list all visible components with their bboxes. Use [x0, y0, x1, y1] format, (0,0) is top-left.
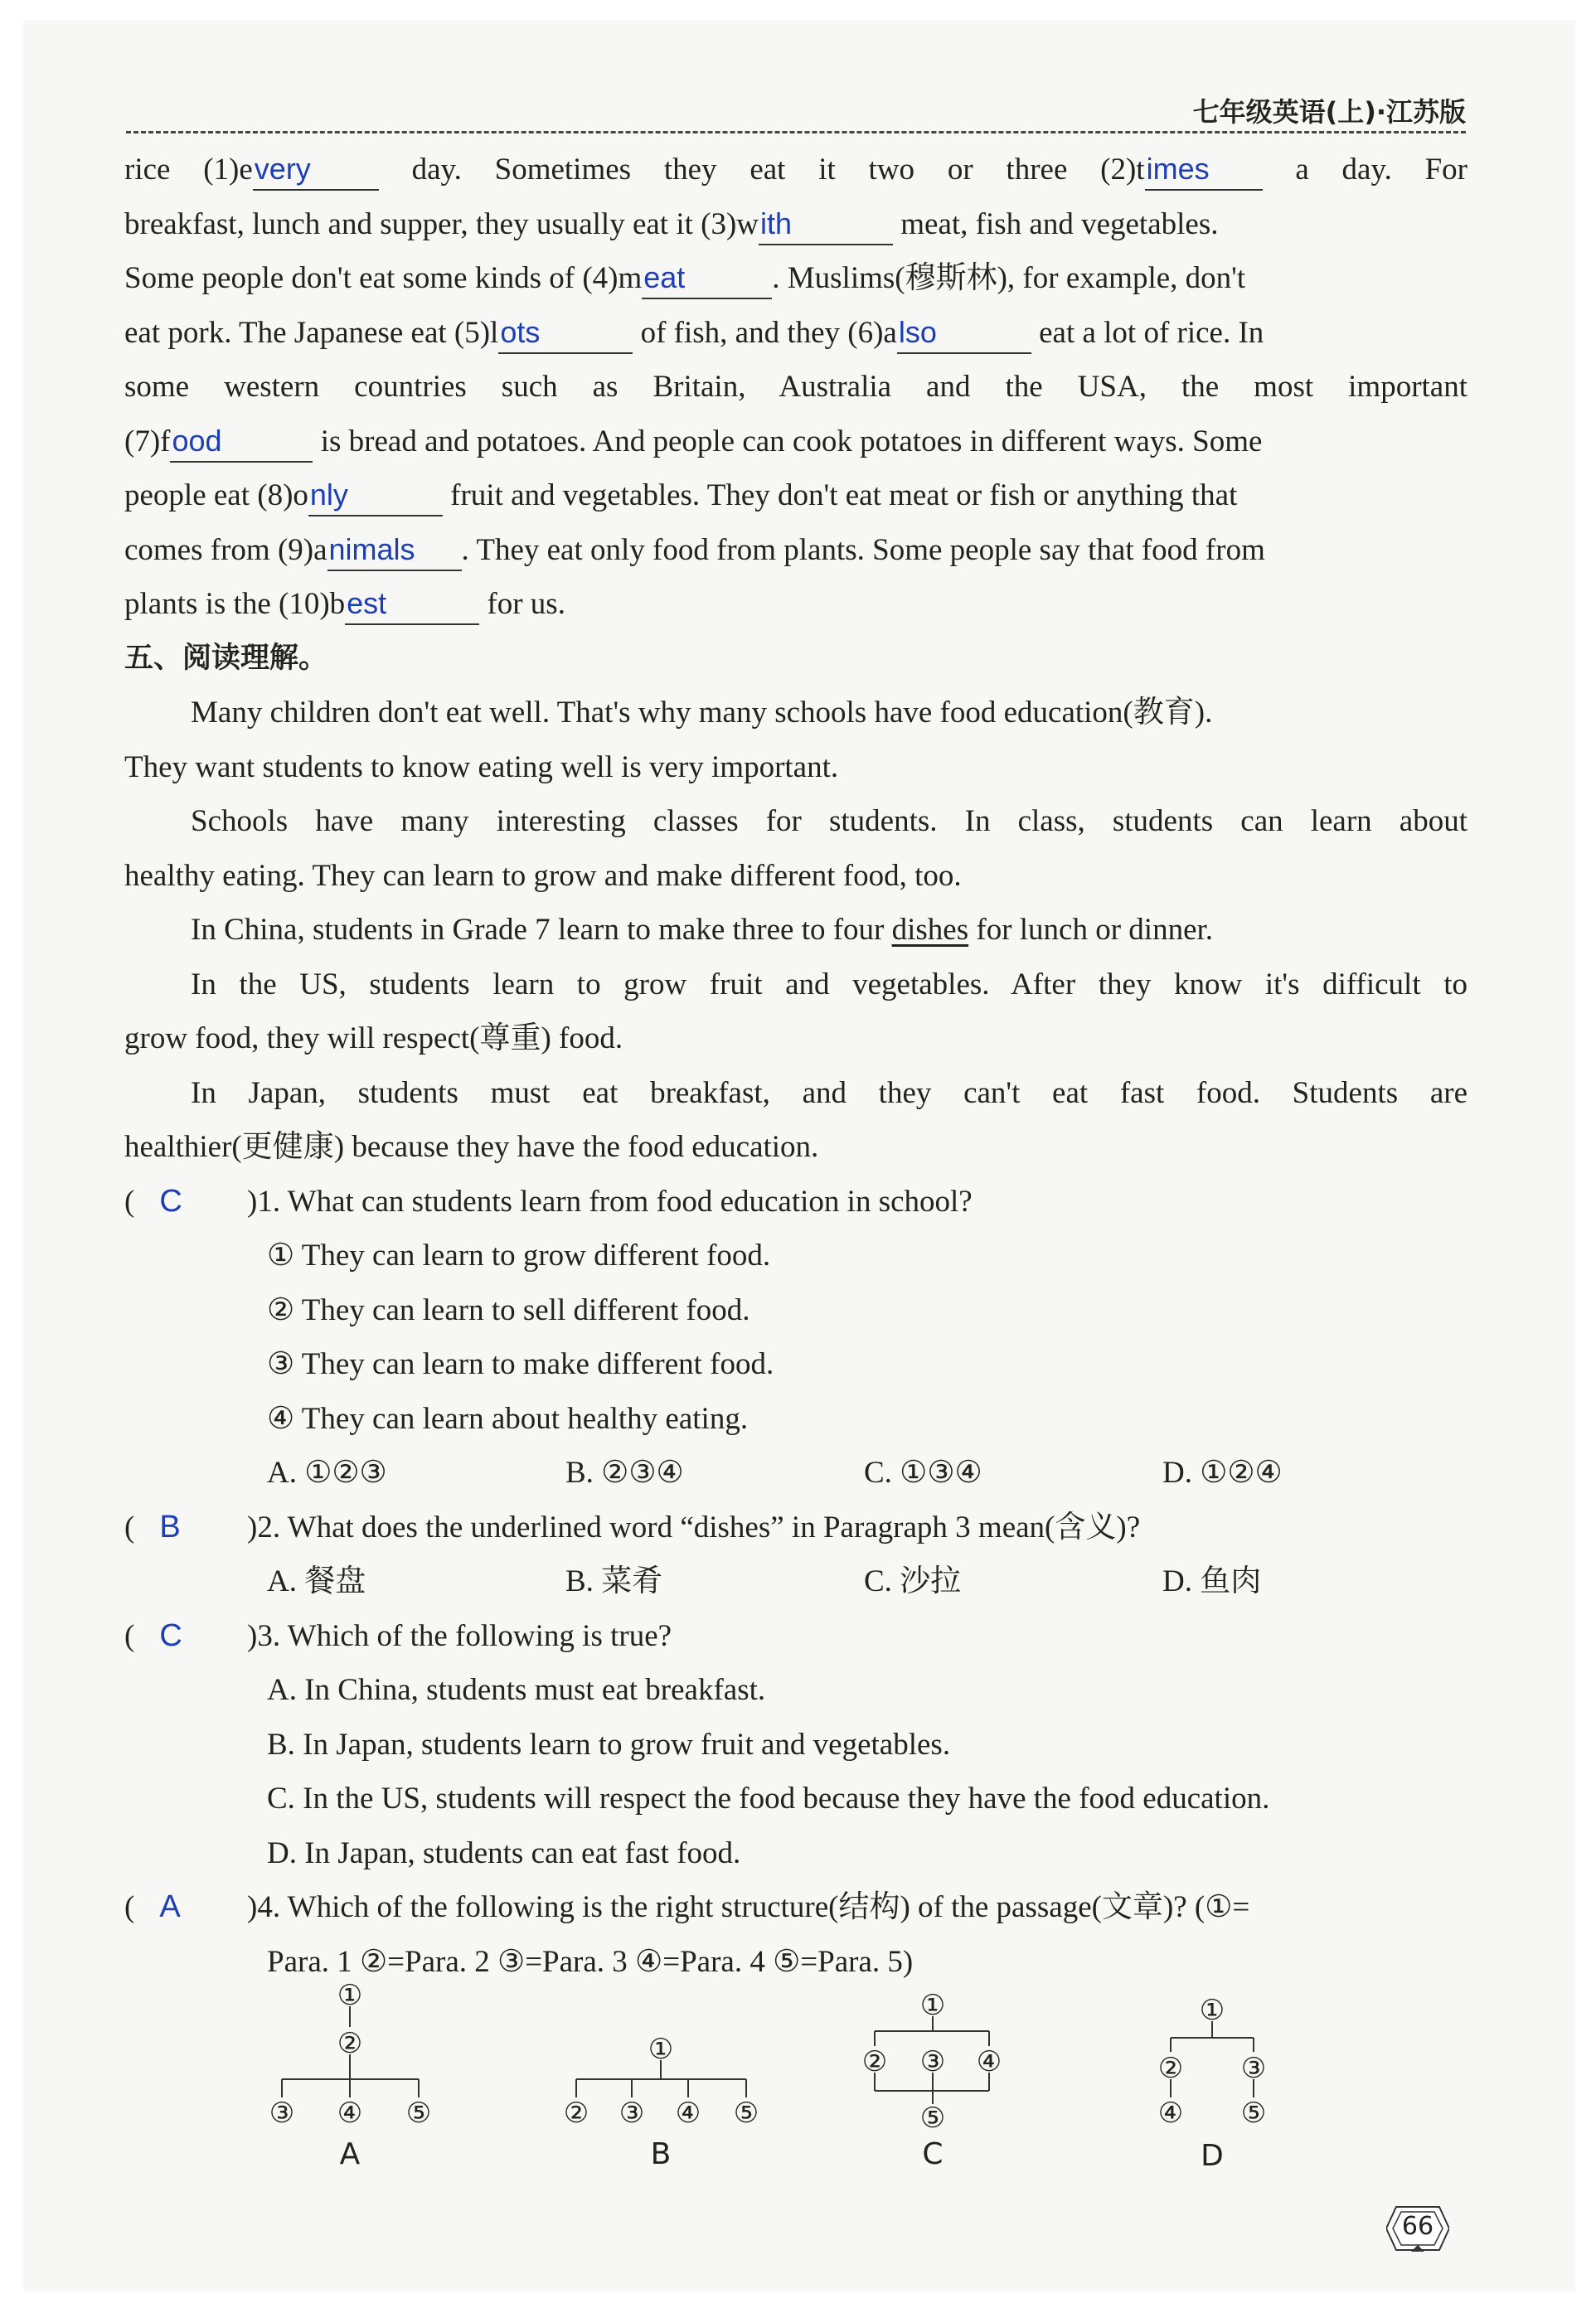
- option-c[interactable]: C. In the US, students will respect the food because they have the food education.: [267, 1782, 1270, 1816]
- passage-text: for lunch or dinner.: [968, 913, 1214, 947]
- structure-diagrams: [249, 1981, 1409, 2189]
- answer-blank[interactable]: [170, 422, 313, 463]
- paren-open: (: [124, 1890, 135, 1924]
- question-1: [124, 1175, 1467, 1229]
- cloze-text: . They eat only food from plants. Some people say that food from: [461, 532, 1265, 567]
- cloze-line: [124, 415, 1467, 469]
- diagram-svg: [249, 1981, 1409, 2189]
- diagram-node: ③: [919, 2045, 946, 2078]
- passage-text: In China, students in Grade 7 learn to make three to four: [191, 913, 892, 947]
- handwritten-answer: est: [347, 586, 387, 620]
- option-c[interactable]: C. 沙拉: [864, 1564, 962, 1598]
- handwritten-answer: imes: [1146, 152, 1210, 186]
- diagram-node: ⑤: [405, 2097, 432, 2130]
- question-item: ④ They can learn about healthy eating.: [267, 1401, 749, 1436]
- answer-blank[interactable]: [327, 531, 462, 571]
- option-a[interactable]: A. 餐盘: [267, 1564, 366, 1598]
- handwritten-answer: very: [254, 152, 311, 186]
- cloze-line: some western countries such as Britain, Australia and the USA, the most important: [124, 370, 1467, 404]
- paren-open: (: [124, 1510, 135, 1544]
- handwritten-answer: ood: [172, 423, 222, 458]
- handwritten-answer: eat: [643, 260, 686, 294]
- diagram-node: ③: [1240, 2052, 1267, 2085]
- passage-line: healthier(更健康) because they have the food education.: [124, 1130, 819, 1164]
- cloze-text: day. Sometimes they eat it two or three (2)t: [378, 153, 1145, 187]
- answer-blank[interactable]: [253, 150, 379, 191]
- cloze-line: [124, 577, 1467, 632]
- option-c[interactable]: C. ①③④: [864, 1456, 982, 1490]
- cloze-line: [124, 523, 1467, 578]
- handwritten-answer: ots: [500, 314, 541, 349]
- question-stem: )4. Which of the following is the right structure(结构) of the passage(文章)? (①=: [247, 1890, 1250, 1924]
- diagram-label-c[interactable]: C: [922, 2137, 944, 2171]
- diagram-node: ④: [976, 2045, 1002, 2078]
- passage-line: Schools have many interesting classes for students. In class, students can learn about: [191, 804, 1467, 838]
- handwritten-answer: A: [159, 1889, 181, 1924]
- answer-paren[interactable]: [124, 1501, 247, 1555]
- handwritten-answer: nimals: [328, 531, 415, 566]
- section-title: 五、阅读理解。: [124, 641, 328, 675]
- handwritten-answer: C: [159, 1183, 182, 1219]
- answer-blank[interactable]: [759, 205, 893, 245]
- answer-blank[interactable]: [897, 313, 1031, 354]
- passage-line: [124, 903, 1467, 958]
- diagram-node: ⑤: [919, 2102, 946, 2135]
- answer-blank[interactable]: [308, 476, 443, 516]
- diagram-node: ⑤: [1240, 2097, 1267, 2130]
- diagram-node: ①: [337, 1979, 363, 2012]
- option-d[interactable]: D. 鱼肉: [1162, 1564, 1262, 1598]
- cloze-text: meat, fish and vegetables.: [893, 206, 1219, 241]
- option-row: [124, 1554, 1467, 1609]
- diagram-node: ①: [919, 1989, 946, 2022]
- answer-paren[interactable]: [124, 1175, 247, 1229]
- cloze-line: [124, 197, 1467, 252]
- diagram-node: ⑤: [733, 2097, 759, 2130]
- cloze-text: (7)f: [124, 424, 171, 458]
- diagram-label-b[interactable]: B: [650, 2137, 672, 2171]
- diagram-node: ②: [861, 2045, 888, 2078]
- cloze-text: . Muslims(穆斯林), for example, don't: [772, 261, 1246, 295]
- question-stem: )3. Which of the following is true?: [247, 1618, 672, 1653]
- diagram-label-d[interactable]: D: [1201, 2139, 1224, 2173]
- option-b[interactable]: B. ②③④: [565, 1456, 684, 1490]
- book-title: 七年级英语(上)·江苏版: [1192, 96, 1466, 128]
- answer-blank[interactable]: [1145, 150, 1263, 191]
- handwritten-answer: nly: [309, 478, 348, 512]
- diagram-node: ④: [675, 2097, 701, 2130]
- diagram-node: ②: [337, 2027, 363, 2060]
- cloze-text: fruit and vegetables. They don't eat meat or fish or anything that: [442, 478, 1238, 512]
- cloze-text: people eat (8)o: [124, 478, 308, 512]
- question-3: [124, 1609, 1467, 1664]
- passage-line: They want students to know eating well is very important.: [124, 749, 839, 784]
- answer-blank[interactable]: [642, 259, 772, 299]
- diagram-node: ④: [337, 2097, 363, 2130]
- answer-paren[interactable]: [124, 1880, 247, 1935]
- cloze-text: a day. For: [1262, 153, 1467, 187]
- cloze-text: of fish, and they (6)a: [633, 315, 897, 350]
- handwritten-answer: ith: [760, 206, 793, 240]
- option-a[interactable]: A. In China, students must eat breakfast.: [267, 1673, 766, 1707]
- handwritten-answer: C: [159, 1617, 182, 1653]
- cloze-text: is bread and potatoes. And people can cook potatoes in different ways. Some: [313, 424, 1263, 458]
- diagram-node: ③: [619, 2097, 645, 2130]
- cloze-line: [124, 143, 1467, 197]
- cloze-text: rice (1)e: [124, 153, 253, 187]
- handwritten-answer: B: [159, 1509, 181, 1544]
- option-b[interactable]: B. 菜肴: [565, 1564, 663, 1598]
- underlined-word: dishes: [891, 913, 969, 947]
- diagram-node: ②: [1157, 2052, 1184, 2085]
- diagram-node: ④: [1157, 2097, 1184, 2130]
- page-content: [124, 143, 1467, 1989]
- diagram-node: ①: [1199, 1994, 1225, 2027]
- paren-open: (: [124, 1618, 135, 1653]
- diagram-node: ①: [648, 2033, 674, 2066]
- answer-blank[interactable]: [498, 313, 633, 354]
- question-stem-cont: Para. 1 ②=Para. 2 ③=Para. 3 ④=Para. 4 ⑤=Para. 5): [267, 1944, 914, 1979]
- passage-line: In the US, students learn to grow fruit and vegetables. After they know it's difficult to: [191, 967, 1467, 1001]
- passage-line: grow food, they will respect(尊重) food.: [124, 1021, 623, 1055]
- handwritten-answer: lso: [898, 314, 937, 349]
- question-2: [124, 1501, 1467, 1555]
- cloze-text: comes from (9)a: [124, 532, 327, 567]
- passage-line: In Japan, students must eat breakfast, and they can't eat fast food. Students are: [191, 1075, 1467, 1110]
- answer-paren[interactable]: [124, 1609, 247, 1664]
- cloze-text: Some people don't eat some kinds of (4)m: [124, 261, 643, 295]
- cloze-line: [124, 306, 1467, 361]
- diagram-label-a[interactable]: A: [339, 2137, 361, 2171]
- question-item: ② They can learn to sell different food.: [267, 1292, 750, 1327]
- question-4: [124, 1880, 1467, 1935]
- option-d[interactable]: D. In Japan, students can eat fast food.: [267, 1835, 741, 1870]
- question-stem: )1. What can students learn from food education in school?: [247, 1184, 973, 1219]
- cloze-text: for us.: [479, 587, 565, 621]
- diagram-node: ②: [563, 2097, 589, 2130]
- page-number-badge: [1386, 2205, 1449, 2252]
- page-header: [126, 91, 1466, 133]
- passage-line: Many children don't eat well. That's why many schools have food education(教育).: [191, 696, 1213, 730]
- question-item: ③ They can learn to make different food.: [267, 1347, 774, 1381]
- cloze-text: plants is the (10)b: [124, 587, 346, 621]
- answer-blank[interactable]: [345, 584, 479, 625]
- paren-open: (: [124, 1184, 135, 1219]
- page-number: 66: [1401, 2212, 1434, 2241]
- cloze-line: [124, 251, 1467, 306]
- option-row: [124, 1446, 1467, 1501]
- passage-line: healthy eating. They can learn to grow and make different food, too.: [124, 858, 962, 893]
- diagram-node: ③: [269, 2097, 295, 2130]
- option-d[interactable]: D. ①②④: [1162, 1456, 1283, 1490]
- question-stem: )2. What does the underlined word “dishes” in Paragraph 3 mean(含义)?: [247, 1510, 1141, 1544]
- question-item: ① They can learn to grow different food.: [267, 1239, 771, 1273]
- cloze-line: [124, 468, 1467, 523]
- cloze-text: eat pork. The Japanese eat (5)l: [124, 315, 499, 350]
- option-a[interactable]: A. ①②③: [267, 1456, 387, 1490]
- option-b[interactable]: B. In Japan, students learn to grow fruit and vegetables.: [267, 1727, 951, 1762]
- cloze-text: eat a lot of rice. In: [1031, 315, 1264, 350]
- cloze-text: breakfast, lunch and supper, they usually eat it (3)w: [124, 206, 759, 241]
